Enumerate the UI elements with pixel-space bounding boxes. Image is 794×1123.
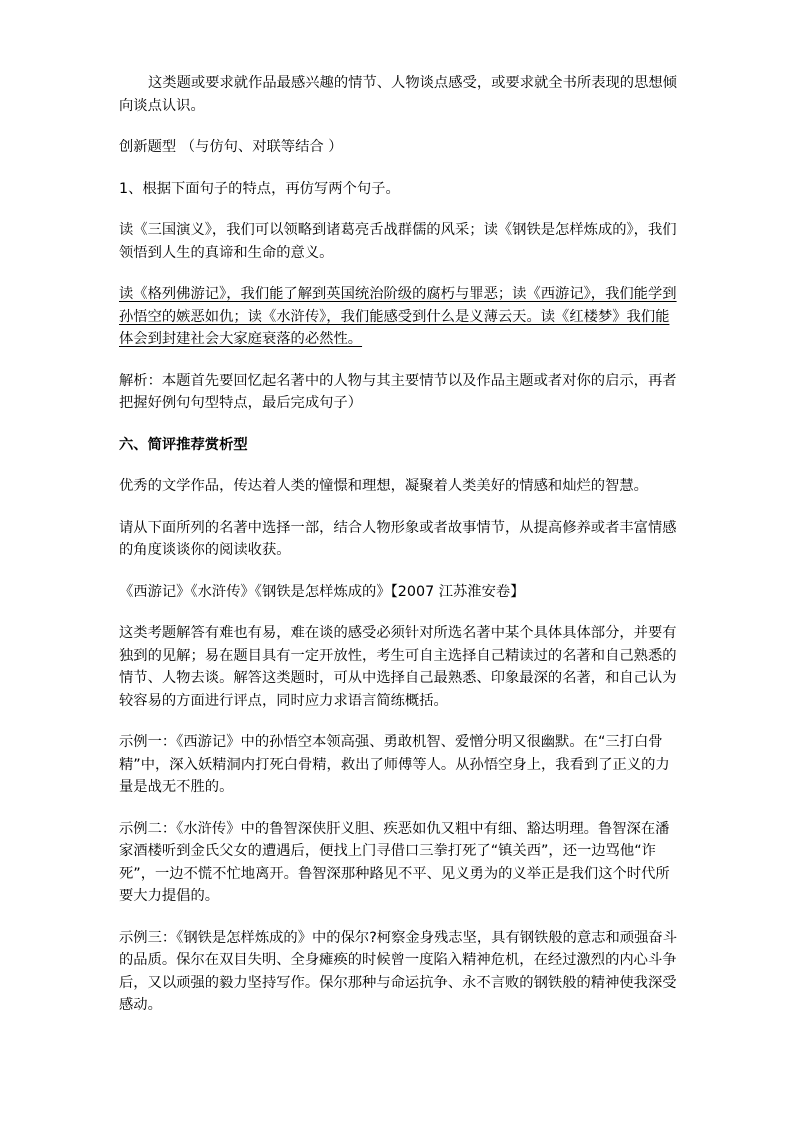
section-heading-6: 六、简评推荐赏析型 <box>119 436 248 453</box>
example-3: 示例三：《钢铁是怎样炼成的》中的保尔?柯察金身残志坚，具有钢铁般的意志和顽强奋斗的品质。保尔在双目失明、全身瘫痪的时候曾一度陷入精神危机，在经过激烈的内心斗争后，又以顽强的毅力坚持写作。保尔那种与命运抗争、永不言败的钢铁般的精神使我深受感动。 <box>119 929 678 1013</box>
answer-text: 读《格列佛游记》，我们能了解到英国统治阶级的腐朽与罪恶；读《西游记》，我们能学到孙悟空的嫉恶如仇；读《水浒传》，我们能感受到什么是义薄云天。读《红楼梦》我们能体会到封建社会大家庭衰落的必然性。 <box>119 286 677 347</box>
document-body <box>119 72 679 1036</box>
intro-paragraph: 这类题或要求就作品最感兴趣的情节、人物谈点感受，或要求就全书所表现的思想倾向谈点认识。 <box>119 75 677 114</box>
question-1: 1、根据下面句子的特点，再仿写两个句子。 <box>119 180 400 197</box>
example-sentence: 读《三国演义》，我们可以领略到诸葛亮舌战群儒的风采；读《钢铁是怎样炼成的》，我们领悟到人生的真谛和生命的意义。 <box>119 222 677 261</box>
guidance-paragraph: 这类考题解答有难也有易，难在谈的感受必须针对所选名著中某个具体具体部分，并要有独到的见解；易在题目具有一定开放性，考生可自主选择自己精读过的名著和自己熟悉的情节、人物去谈。解答这类题时，可从中选择自己最熟悉、印象最深的名著，和自己认为较容易的方面进行评点，同时应力求语言简练概括。 <box>119 625 677 709</box>
analysis-paragraph: 解析：本题首先要回忆起名著中的人物与其主要情节以及作品主题或者对你的启示，再者把握好例句句型特点，最后完成句子） <box>119 372 677 411</box>
question-prompt: 请从下面所列的名著中选择一部，结合人物形象或者故事情节，从提高修养或者丰富情感的角度谈谈你的阅读收获。 <box>119 519 677 558</box>
lead-paragraph: 优秀的文学作品，传达着人类的憧憬和理想，凝聚着人类美好的情感和灿烂的智慧。 <box>119 478 648 494</box>
answer-sentences <box>119 283 679 351</box>
example-2: 示例二：《水浒传》中的鲁智深侠肝义胆、疾恶如仇又粗中有细、豁达明理。鲁智深在潘家酒楼听到金氏父女的遭遇后，便找上门寻借口三拳打死了“镇关西”，还一边骂他“诈死”，一边不慌不忙地离开。鲁智深那种路见不平、见义勇为的义举正是我们这个时代所要大力提倡的。 <box>119 820 670 904</box>
book-list: 《西游记》《水浒传》《钢铁是怎样炼成的》【2007 江苏淮安卷】 <box>119 583 525 600</box>
example-1: 示例一：《西游记》中的孙悟空本领高强、勇敢机智、爱憎分明又很幽默。在“三打白骨精”中，深入妖精洞内打死白骨精，救出了师傅等人。从孙悟空身上，我看到了正义的力量是战无不胜的。 <box>119 734 670 795</box>
section-subtitle-innovative: 创新题型 （与仿句、对联等结合 ） <box>119 139 343 155</box>
